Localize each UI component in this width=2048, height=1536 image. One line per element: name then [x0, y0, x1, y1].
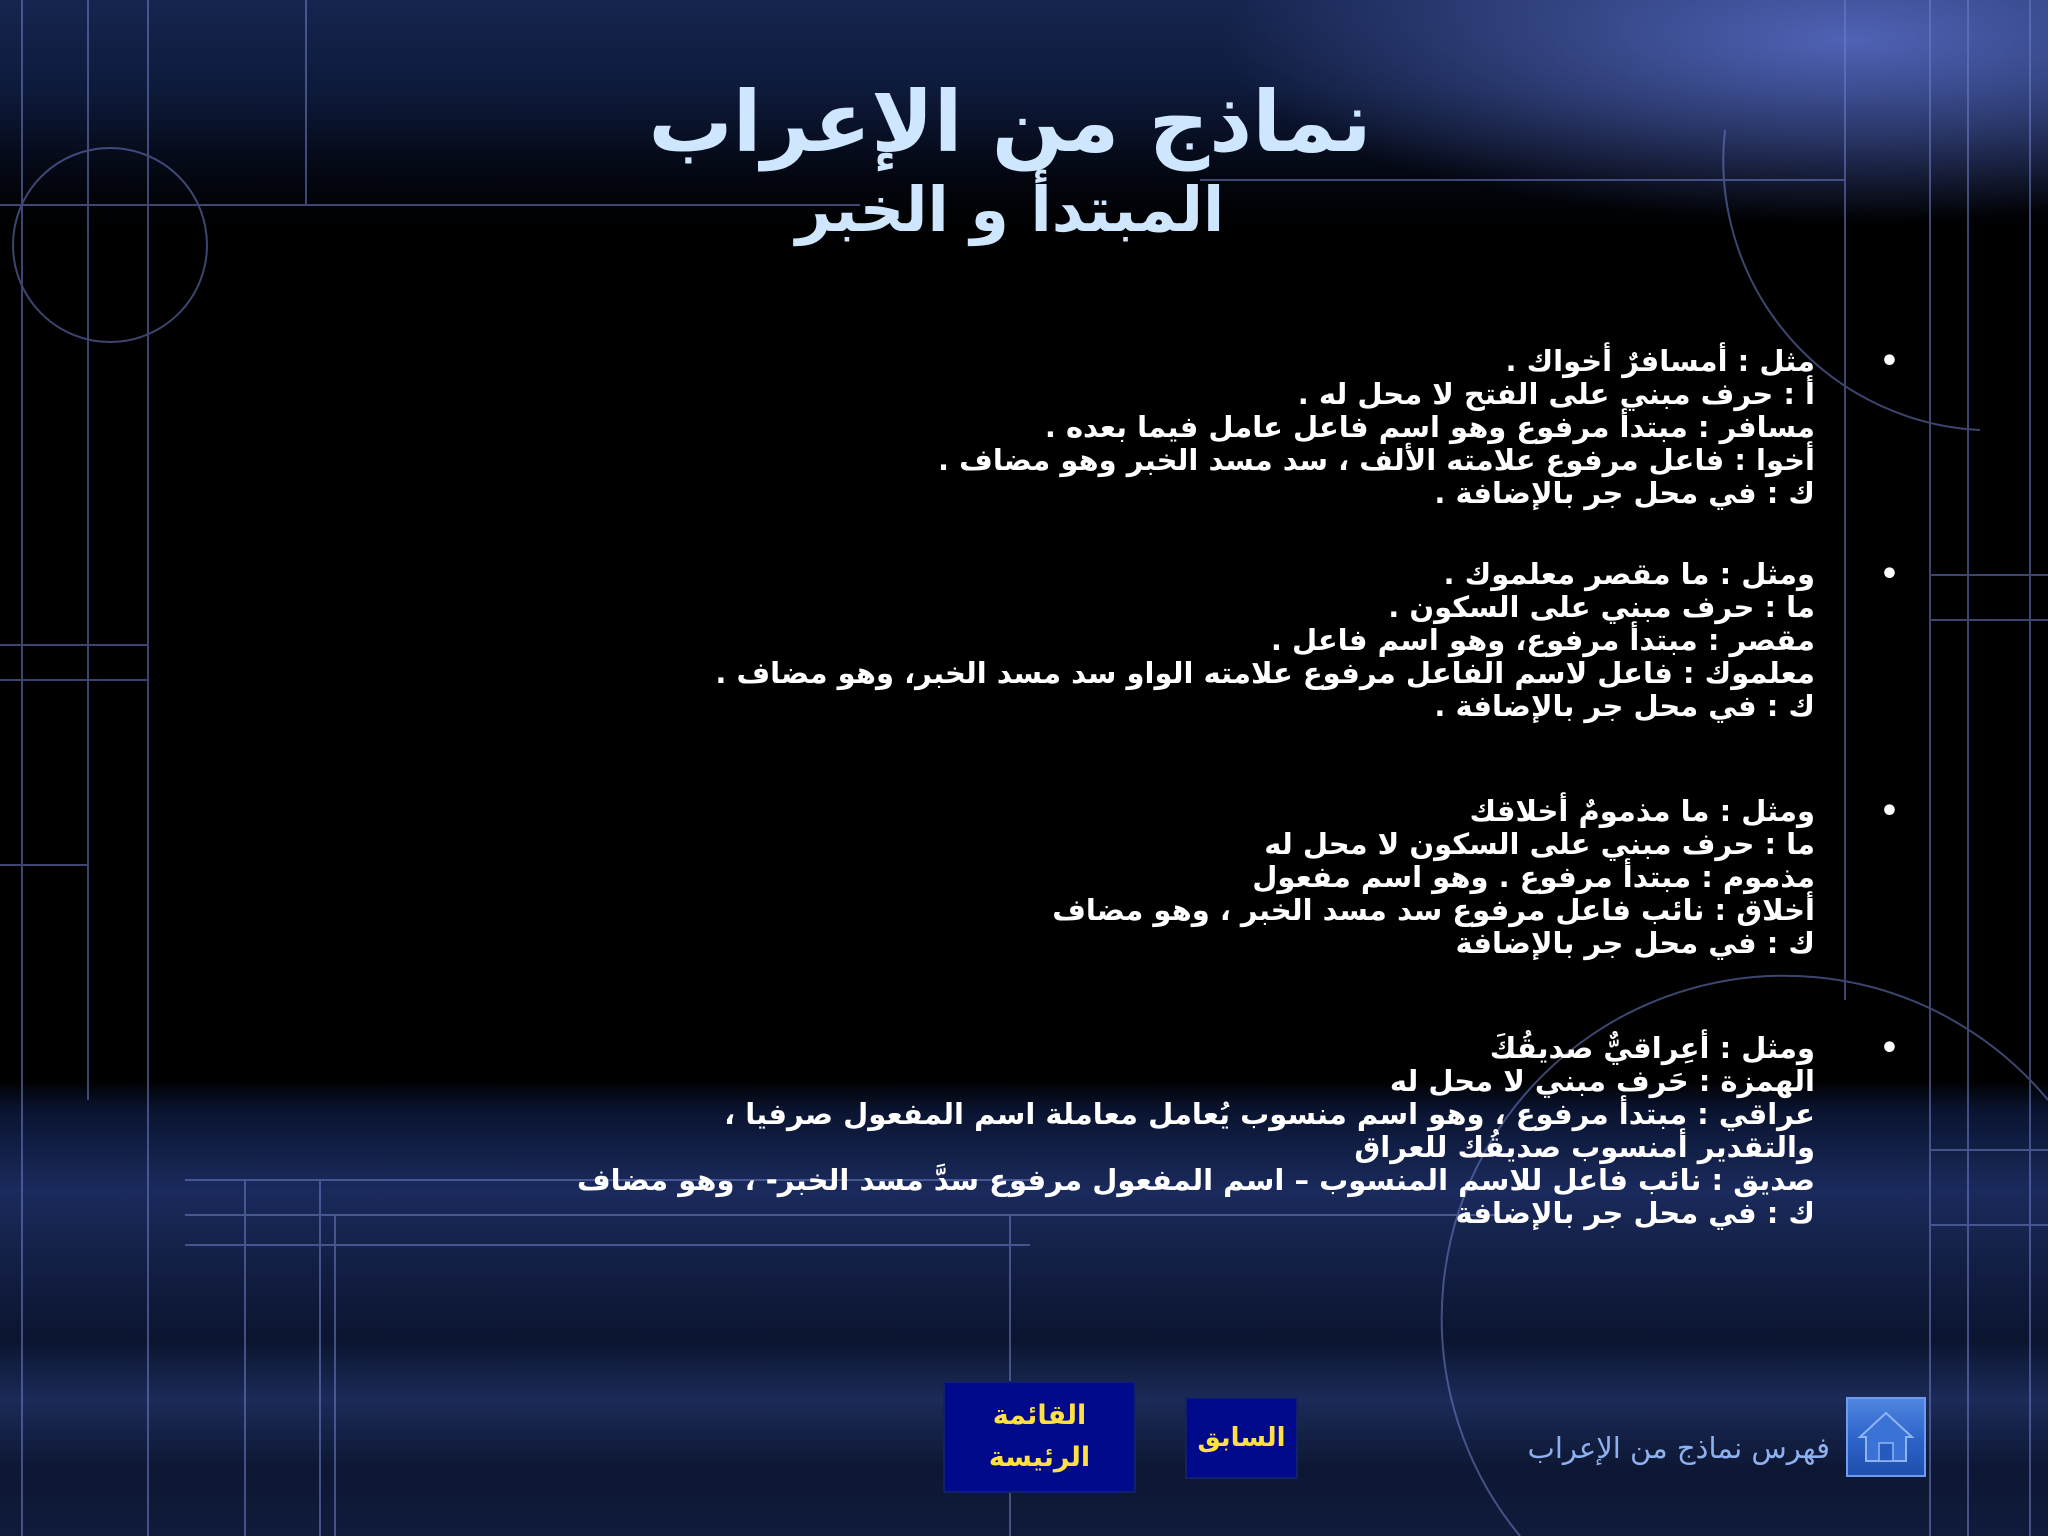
example-line: ك : في محل جر بالإضافة . [1434, 689, 1815, 723]
previous-button[interactable] [1185, 1397, 1298, 1479]
main-menu-label-line2: الرئيسة [988, 1442, 1091, 1473]
example-line: ومثل : ما مذمومٌ أخلاقك [1469, 794, 1815, 828]
example-line: معلموك : فاعل لاسم الفاعل مرفوع علامته الواو سد مسد الخبر، وهو مضاف . [715, 656, 1815, 690]
example-line: مقصر : مبتدأ مرفوع، وهو اسم فاعل . [1270, 623, 1815, 657]
example-line: ما : حرف مبني على السكون . [1388, 590, 1815, 624]
example-line: ما : حرف مبني على السكون لا محل له [1264, 827, 1815, 861]
bullet-marker: • [1879, 794, 1899, 829]
home-icon [1848, 1399, 1924, 1475]
main-menu-label-line1: القائمة [992, 1400, 1087, 1431]
example-line: مذموم : مبتدأ مرفوع . وهو اسم مفعول [1252, 860, 1815, 894]
example-line: ك : في محل جر بالإضافة . [1434, 476, 1815, 510]
example-line: مسافر : مبتدأ مرفوع وهو اسم فاعل عامل فيما بعده . [1044, 410, 1815, 444]
example-line: ك : في محل جر بالإضافة [1455, 1196, 1815, 1230]
example-line: ومثل : أعِراقيٌّ صديقُكَ [1489, 1031, 1815, 1065]
example-line: عراقي : مبتدأ مرفوع ، وهو اسم منسوب يُعامل معاملة اسم المفعول صرفيا ، [724, 1097, 1815, 1131]
slide-subtitle: المبتدأ و الخبر [795, 173, 1225, 246]
home-button[interactable] [1846, 1397, 1926, 1477]
example-line: مثل : أمسافرٌ أخواك . [1505, 344, 1815, 378]
bullet-marker: • [1879, 557, 1899, 592]
example-line: الهمزة : حَرف مبني لا محل له [1389, 1064, 1815, 1098]
example-item [380, 794, 1899, 960]
example-line: صديق : نائب فاعل للاسم المنسوب – اسم المفعول مرفوع سدَّ مسد الخبر- ، وهو مضاف [577, 1163, 1815, 1197]
main-menu-button[interactable] [943, 1381, 1136, 1493]
bullet-marker: • [1879, 1031, 1899, 1066]
example-line: ك : في محل جر بالإضافة [1455, 926, 1815, 960]
example-line: أخلاق : نائب فاعل مرفوع سد مسد الخبر ، وهو مضاف [1052, 893, 1815, 927]
index-link[interactable]: فهرس نماذج من الإعراب [1527, 1431, 1830, 1465]
examples-list [380, 344, 1899, 1230]
example-item [380, 557, 1899, 723]
example-line: والتقدير أمنسوب صديقُك للعراق [1354, 1130, 1815, 1164]
example-line: أخوا : فاعل مرفوع علامته الألف ، سد مسد الخبر وهو مضاف . [938, 443, 1815, 477]
bullet-marker: • [1879, 344, 1899, 379]
example-line: ومثل : ما مقصر معلموك . [1443, 557, 1815, 591]
example-line: أ : حرف مبني على الفتح لا محل له . [1297, 377, 1815, 411]
title-block [400, 72, 1620, 248]
example-item [380, 344, 1899, 510]
example-item [380, 1031, 1899, 1230]
slide-title: نماذج من الإعراب [648, 73, 1372, 171]
previous-label: السابق [1197, 1423, 1286, 1453]
